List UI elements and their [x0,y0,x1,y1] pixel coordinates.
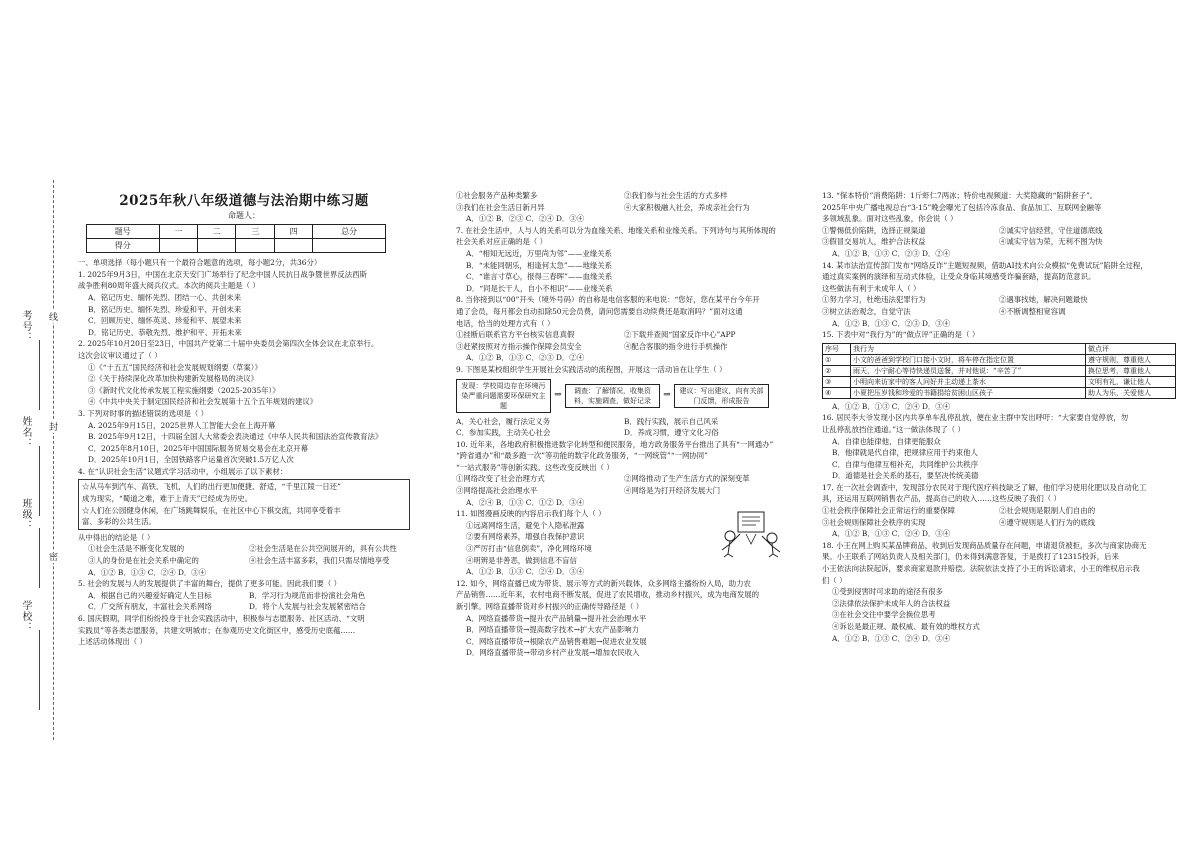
eval-cell: 文明有礼，谦让他人 [1086,376,1176,387]
option: ③假冒交易坑人，维护合法权益 [822,237,926,247]
option: ④诉讼是最正规、最权威、最有效的维权方式 [832,622,980,631]
question-text: 7. 在社会生活中，人与人的关系可以分为血缘关系、地缘关系和业缘关系。下列诗句与其所体现的 [456,225,776,235]
eval-header-cell: 序号 [823,343,851,354]
school-label: 学校： [20,600,31,633]
eval-cell: ④ [823,387,851,398]
option: ①努力学习，杜绝违法犯罪行为 [822,295,926,305]
score-cell[interactable] [159,239,197,253]
option: ④社会生活丰富多彩，我们只需尽情地享受 [249,556,390,566]
question-text: 11. 如图漫画反映的内容启示我们每个人（ ） [456,509,606,519]
answer-choices: A．②④ B．①③ C．①② D．③④ [466,497,585,507]
eval-cell: 换位思考，尊重他人 [1086,365,1176,376]
score-header-cell: 总分 [313,225,386,239]
option: ④明辨是非善恶，做到信息不盲信 [466,555,577,565]
flow-step-suggest: 建议：写出建议，向有关部门反馈，形成报告 [674,384,769,408]
option: ①受到侵害时可求助的途径有很多 [832,587,943,597]
eval-cell: 雨天，小宁耐心等待快递员送餐，并对他说：“辛苦了” [851,365,1086,376]
arrow-right-icon: ⇒ [554,389,562,400]
name-blank [39,446,40,516]
question-text: 2025年中央广播电视总台“3·15”晚会曝光了包括冷冻食品、食品加工、互联网金融等 [822,202,1102,212]
eval-cell: 小明向来访家中的客人问好并主动递上茶水 [851,376,1086,387]
cut-mark: 密 [49,550,58,563]
score-row-label: 得分 [87,239,160,253]
option: ②要有网络素养，增强自我保护意识 [466,532,585,542]
option-grid [456,473,792,496]
option-grid [822,225,1176,248]
option: ④配合客服的指令进行手机操作 [624,341,728,351]
column-1 [78,190,410,750]
score-cell[interactable] [236,239,274,253]
school-blank [39,630,40,710]
score-header-cell: 三 [236,225,274,239]
option: B. 2025年9月12日，十四届全国人大常委会表决通过《中华人民共和国法治宣传教育法》 [88,432,383,442]
cut-mark: 封 [49,420,58,433]
option: ④《中共中央关于制定国民经济和社会发展第十五个五年规划的建议》 [88,397,318,407]
option: A．自律也能律他，自律更能服众 [832,436,941,446]
option: ①网络改变了社会治理方式 [456,474,545,484]
score-header-cell: 二 [198,225,236,239]
material-text: ☆人们在公园健身休闲，在广场跳舞娱乐，在社区中心下棋交流，共同享受着丰 [82,505,341,515]
question-text: 16. 居民李大爷发现小区内共享单车乱停乱放，便在业主群中发出呼吁：“大家要自觉停放，勿 [822,413,1129,423]
question-text: 5. 社会的发展与人的发展提供了丰富的舞台，提供了更多可能。因此我们要（ ） [78,579,342,589]
option: ③《新时代文化传承发展工程实施纲要（2025-2035年）》 [88,385,280,395]
exam-no-label: 考号： [20,310,31,343]
option: ④诚实守信为荣，无利不图为快 [999,237,1103,247]
option: ④不断调整相宽容调 [999,306,1066,316]
option-grid [456,329,792,352]
flow-step-discover: 发现：学校周边存在环境污染严重问题需要环保研究主题 [456,379,551,413]
eval-cell: 遵守规则，尊重他人 [1086,354,1176,365]
option: A. 2025年9月15日，2025世界人工智能大会在上海开幕 [88,420,276,430]
option: ②我们参与社会生活的方式多样 [624,191,728,200]
question-text: 12. 如今，网络直播已成为带货、展示等方式的新兴载体，众多网络主播纷纷入局，助力农 [456,578,751,588]
binding-dashed-line [53,180,54,740]
question-text: 产品销售……近年来，农村电商不断发展，促进了农民增收，推动乡村振兴，成为电商发展的 [456,590,760,600]
question-text: 9. 下图是某校组织学生开展社会实践活动的流程图，开展这一活动旨在让学生（ ） [456,364,727,374]
option: ①警惕低价陷阱，选择正规渠道 [822,225,926,235]
question-text: 通过真实案例的演绎和互动式体验，让受众身临其境感受诈骗套路，提高防范意识。 [822,272,1096,282]
option: ②网络推动了生产生活方式的深刻变革 [624,474,750,484]
option: A．关心社会，履行法定义务 [456,416,551,426]
option: ③社会规则保障社会秩序的实现 [822,517,926,527]
question-text: 们（ ） [822,575,847,585]
option-grid [456,416,792,439]
question-text: “跨省通办”和“最多跑一次”等功能的数字化政务服务，“一网统管”“一网协同” [456,451,708,461]
question-text: 6. 国庆假期，同学们纷纷投身于社会实践活动中，积极参与志愿服务、社区活动、“文明 [78,614,365,623]
option: ②社会规则是限制人们自由的 [999,506,1096,516]
material-text: 成为现实，“蜀道之难，难于上青天”已经成为历史。 [82,494,253,504]
score-cell[interactable] [274,239,312,253]
question-text: 14. 某市法治宣传部门发布“网络反诈”主题短视频，借助AI技术向公众模拟“免费试玩”陷阱全过程， [822,260,1148,270]
option: C．回顾历史、缅怀英灵、珍爱和平、展望未来 [88,316,242,326]
author-label: 命题人： [228,210,260,220]
option: C．广交所有朋友，丰富社会关系网络 [88,602,212,612]
class-label: 班级： [20,498,31,531]
answer-choices: A．①② B．①③ C．②④ D．③④ [832,401,951,411]
option-grid [822,505,1176,528]
column-2 [456,190,792,720]
answer-choices: A．①② B．①③ C．②③ D．③④ [832,318,951,328]
option: B．铭记历史、缅怀先烈、珍爱和平、开创未来 [88,304,242,314]
question-text: 2. 2025年10月20日至23日，中国共产党第二十届中央委员会第四次全体会议在北京举行。 [78,339,379,349]
eval-cell: 小夏把压岁钱和珍爱的书籍捐给贫困山区孩子 [851,387,1086,398]
arrow-right-icon: ⇒ [663,389,671,400]
question-text: 战争胜利80周年盛大阅兵仪式。本次的阅兵主题是（ ） [78,281,260,291]
option: ②诚实守信经营，守住道德底线 [999,225,1103,235]
option: D．“同是长干人，自小不相识”——业缘关系 [466,283,613,293]
option: ①远离网络生活，避免个人隐私泄露 [466,520,585,530]
option: ②下载并查阅“国家反诈中心”APP [624,330,736,340]
option: D．养成习惯，遵守文化习俗 [624,428,719,438]
answer-choices: A．①② B．①③ C．②③ D．②④ [466,353,585,363]
option-grid [456,190,792,213]
option: ③严厉打击“信息倒卖”，净化网络环境 [466,544,592,554]
score-cell[interactable] [198,239,236,253]
question-text: 让乱停乱放挡住通道。”这一做法体现了（ ） [822,424,965,434]
answer-choices: A．①② B．①③ C．②③ D．②④ [832,248,951,258]
answer-choices: A．①② B．①③ C．②④ D．③④ [88,567,207,577]
question-text: 15. 下表中对“我行为”的“做点评”正确的是（ ） [822,330,980,340]
question-text: 社会关系对应正确的是（ ） [456,237,548,247]
eval-cell: 助人为乐，关爱他人 [1086,387,1176,398]
cartoon-illustration [716,508,786,558]
option: C．“谁言寸草心，报得三春晖”——血缘关系 [466,272,613,282]
option: C．参加实践，主动关心社会 [456,428,551,438]
option: A．铭记历史、缅怀先烈、团结一心、共创未来 [88,292,242,302]
exam-no-blank [39,340,40,410]
material-box [78,479,410,529]
class-blank [39,528,40,588]
option-grid [78,543,410,566]
option: ③人的身份是在社会关系中确定的 [88,556,199,566]
question-text: 4. 在“认识社会生活”议题式学习活动中，小组展示了以下素材： [78,466,288,476]
option: D．道德是社会关系的基石，要坚决传统美德 [832,471,979,481]
eval-cell: ② [823,365,851,376]
section-heading: 一、单项选择（每小题只有一个最符合题意的选项，每小题2分，共36分） [78,258,322,268]
option: ②遇事找她，解决问题最快 [999,295,1088,305]
option: B．他律就是代自律，把规律应用于约束他人 [832,448,978,458]
score-header-cell: 题号 [87,225,160,239]
material-text: 富、多彩的公共生活。 [82,517,156,527]
option: ③网络提高社会治理水平 [456,486,538,496]
question-text: 13. “保本特价”消费陷阱：1斤虾仁7两冰；特价电视频道：大奖隐藏的“陷阱套子”。 [822,191,1098,200]
option: ④网络是为打开经济发展大门 [624,486,721,496]
eval-cell: ③ [823,376,851,387]
question-text: 10. 近年来，各地政府积极推进数字化转型和便民服务，地方政务服务平台推出了具有“一网通办” [456,439,774,449]
option: ②《关于持续深化改革加快构建新发展格局的决议》 [88,374,258,384]
option: ②社会生活是在公共空间展开的，具有公共性 [249,544,397,554]
question-11 [456,508,792,566]
option: ②法律依法保护未成年人的合法权益 [832,598,951,608]
score-cell[interactable] [313,239,386,253]
question-text: 果。小王联系了网站负责人及相关部门，仍未得到满意答复，于是拨打了12315投诉，后来 [822,552,1119,562]
column-3 [822,190,1176,710]
material-text: ☆从马车到汽车、高铁、飞机，人们的出行更加便捷、舒适，“千里江陵一日还” [82,482,341,492]
score-header-cell: 四 [274,225,312,239]
question-text: “一站式服务”等创新实践。这些改变反映出（ ） [456,462,614,472]
option: ①社会生活是不断变化发展的 [88,544,185,554]
question-text: 通了会员，每月都会自动扣除50元会员费，请问您需要自动续费还是取消吗？”面对这通 [456,306,743,316]
option: ④遵守规则是人们行为的底线 [999,517,1096,527]
question-text: 电话，恰当的处理方式有（ ） [456,318,555,328]
answer-choices: A．①② B．①③ C．②④ D．③④ [832,633,951,643]
option: ①社会秩序保障社会正常运行的重要保障 [822,506,956,516]
eval-header-cell: 我行为 [851,343,1086,354]
option: ③赶紧按照对方指示操作保障会员安全 [456,341,582,351]
name-label: 姓名： [20,416,31,449]
question-text: 1. 2025年9月3日，中国在北京天安门广场举行了纪念中国人民抗日战争暨世界反法西斯 [78,269,367,279]
exam-title: 2025年秋八年级道德与法治期中练习题 [119,193,369,209]
option: B．学习行为规范而非扮演社会角色 [249,590,366,600]
question-text: 具，还运用互联网销售农产品，提高自己的收入……这些反映了我们（ ） [822,494,1061,504]
option-grid [78,590,410,613]
option: ①社会服务产品种类繁多 [456,191,538,200]
option: C．自律与他律互相补充，共同维护公共秩序 [832,459,979,469]
option: D．2025年10月1日，全国铁路客户运量首次突破1.5万亿人次 [88,455,294,465]
question-text: 18. 小王在网上购买某品牌商品，收到后发现商品质量存在问题，申请退货被拒，多次与商家协商无 [822,540,1147,550]
option: C．网络直播带货→根除农产品销售难题→促进农业发展 [466,636,647,646]
option: ①挂断后联系官方平台核实信息真假 [456,330,575,340]
score-table [86,224,386,253]
evaluation-table [822,343,1176,399]
answer-choices: A．①② B．①③ C．②④ D．③④ [832,529,951,539]
question-text: 3. 下列对时事的描述错误的选项是（ ） [78,408,209,418]
option: D．将个人发展与社会发展紧密结合 [249,602,366,612]
question-text: 17. 在一次社会调查中，发现部分农民对于现代医疗科技缺乏了解，他们学习使用化肥以及自动化工 [822,482,1147,492]
option: A．根据自己的兴趣爱好确定人生目标 [88,590,212,600]
question-text: 这次会议审议通过了（ ） [78,350,162,360]
eval-cell: ① [823,354,851,365]
question-text: 小王依法向法院起诉，要求商家退款并赔偿。法院依法支持了小王的诉讼请求，小王的维权启示我 [822,564,1140,574]
option: ③树立法治观念，自觉守法 [822,306,911,316]
answer-choices: A．①② B．②③ C．②④ D．③④ [466,214,585,224]
answer-choices: A．①② B．①③ C．②④ D．③④ [466,567,585,577]
question-text: 上述活动体现出（ ） [78,637,147,647]
eval-cell: 小文的爸爸到学校门口接小文时，将车停在指定位置 [851,354,1086,365]
option: ①《“十五五”国民经济和社会发展规划纲要（草案）》 [88,362,262,372]
question-text: 实践员”等各类志愿服务，共建文明城市；在参观历史文化街区中，感受历史底蕴…… [78,625,356,635]
option: ③我们在社会生活日新月异 [456,202,545,212]
option: B．“未能同朝乐，相逢何太急”——地缘关系 [466,260,613,270]
eval-header-cell: 做点评 [1086,343,1176,354]
option: A．“相知无远近，万里尚为邻”——业缘关系 [466,248,612,258]
option: C．2025年8月10日，2025年中国国际服务贸易交易会在北京开幕 [88,443,308,453]
option-grid [822,294,1176,317]
flowchart [456,379,792,413]
question-text: 这些做法有利于未成年人（ ） [822,283,921,293]
option: ③在社会交往中要学会换位思考 [832,610,936,620]
score-header-cell: 一 [159,225,197,239]
flow-step-investigate: 调查：了解情况，收集资料，实施调查，做好记录 [565,384,660,408]
cut-mark: 线 [49,310,58,323]
option: A．网络直播带货→提升农产品销量→提升社会治理水平 [466,613,647,623]
question-text: 8. 当你接到以“00”开头（境外号码）的自称是电信客服的来电说：“您好，您在某平台今年开 [456,295,760,305]
option: B．践行实践，展示自己风采 [624,416,719,426]
option: ④大家积极融入社会，养成亲社会行为 [624,202,750,212]
option: D．铭记历史、恭敬先烈、维护和平、开拓未来 [88,327,242,337]
question-text: 新引擎。网络直播带货对乡村振兴的正确传导路径是（ ） [456,602,644,611]
binding-margin [0,180,70,740]
option: B．网络直播带货→提高数字技术→扩大农产品影响力 [466,625,640,635]
question-text: 多领域乱象。面对这些乱象，你会说（ ） [822,214,958,224]
option: D．网络直播带货→带动乡村产业发展→增加农民收入 [466,648,640,658]
question-text: 从中得出的结论是（ ） [78,532,155,542]
